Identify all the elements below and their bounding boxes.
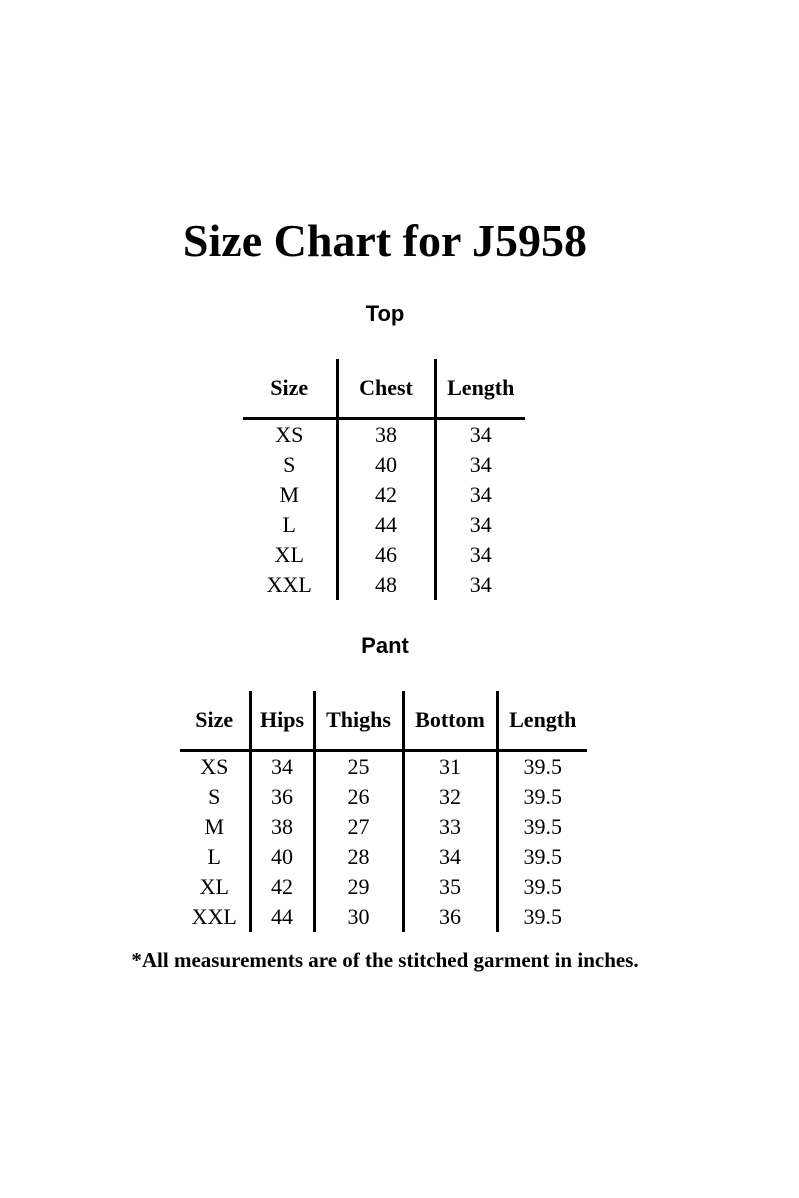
measurement-footnote: *All measurements are of the stitched garment in inches. <box>131 948 639 972</box>
pant-section-heading: Pant <box>361 633 409 658</box>
table-cell: M <box>204 814 225 839</box>
table-cell: S <box>208 784 221 809</box>
table-cell: 38 <box>337 419 435 451</box>
table-row <box>180 751 587 783</box>
table-row <box>243 450 525 480</box>
table-cell: 34 <box>435 480 525 510</box>
table-row <box>243 510 525 540</box>
table-cell: M <box>279 482 300 507</box>
table-cell: 34 <box>435 570 525 600</box>
table-cell: 25 <box>314 751 403 783</box>
table-cell: 34 <box>250 751 314 783</box>
table-cell: XS <box>200 754 229 779</box>
table-cell: 29 <box>314 872 403 902</box>
table-cell: XXL <box>266 572 312 597</box>
table-cell: 40 <box>337 450 435 480</box>
table-cell: XL <box>274 542 304 567</box>
column-header-length: Length <box>435 359 525 419</box>
table-cell: 39.5 <box>497 902 587 932</box>
table-cell: 38 <box>250 812 314 842</box>
table-cell: 46 <box>337 540 435 570</box>
table-header-row <box>243 359 525 419</box>
table-cell: 32 <box>403 782 497 812</box>
table-cell: 31 <box>403 751 497 783</box>
table-cell: XXL <box>191 904 237 929</box>
table-cell: 27 <box>314 812 403 842</box>
table-row <box>243 419 525 451</box>
table-row <box>180 812 587 842</box>
table-cell: 48 <box>337 570 435 600</box>
table-cell: L <box>282 512 296 537</box>
table-cell: 36 <box>250 782 314 812</box>
table-cell: 39.5 <box>497 751 587 783</box>
table-cell: 34 <box>435 419 525 451</box>
table-row <box>243 540 525 570</box>
pant-size-table <box>180 691 587 932</box>
table-row <box>180 872 587 902</box>
table-cell: 42 <box>250 872 314 902</box>
table-header-row <box>180 691 587 751</box>
page-title: Size Chart for J5958 <box>182 215 588 266</box>
table-cell: 39.5 <box>497 782 587 812</box>
table-cell: 39.5 <box>497 842 587 872</box>
table-cell: 26 <box>314 782 403 812</box>
table-cell: 34 <box>435 510 525 540</box>
table-cell: 35 <box>403 872 497 902</box>
table-cell: 42 <box>337 480 435 510</box>
table-row <box>180 782 587 812</box>
table-row <box>180 902 587 932</box>
table-cell: 39.5 <box>497 872 587 902</box>
table-cell: 36 <box>403 902 497 932</box>
table-cell: L <box>207 844 221 869</box>
table-cell: 34 <box>403 842 497 872</box>
table-cell: 34 <box>435 450 525 480</box>
table-cell: 28 <box>314 842 403 872</box>
table-cell: 39.5 <box>497 812 587 842</box>
table-cell: XL <box>199 874 229 899</box>
table-cell: 44 <box>337 510 435 540</box>
column-header-bottom: Bottom <box>403 691 497 751</box>
top-section-heading: Top <box>365 301 405 326</box>
table-cell: S <box>283 452 296 477</box>
table-cell: 34 <box>435 540 525 570</box>
column-header-size: Size <box>180 691 250 751</box>
column-header-thighs: Thighs <box>314 691 403 751</box>
column-header-hips: Hips <box>250 691 314 751</box>
table-row <box>243 480 525 510</box>
top-size-table <box>243 359 525 600</box>
table-cell: 44 <box>250 902 314 932</box>
table-cell: XS <box>275 422 304 447</box>
column-header-length: Length <box>497 691 587 751</box>
table-cell: 33 <box>403 812 497 842</box>
column-header-chest: Chest <box>337 359 435 419</box>
table-row <box>180 842 587 872</box>
column-header-size: Size <box>243 359 337 419</box>
table-row <box>243 570 525 600</box>
table-cell: 40 <box>250 842 314 872</box>
table-cell: 30 <box>314 902 403 932</box>
